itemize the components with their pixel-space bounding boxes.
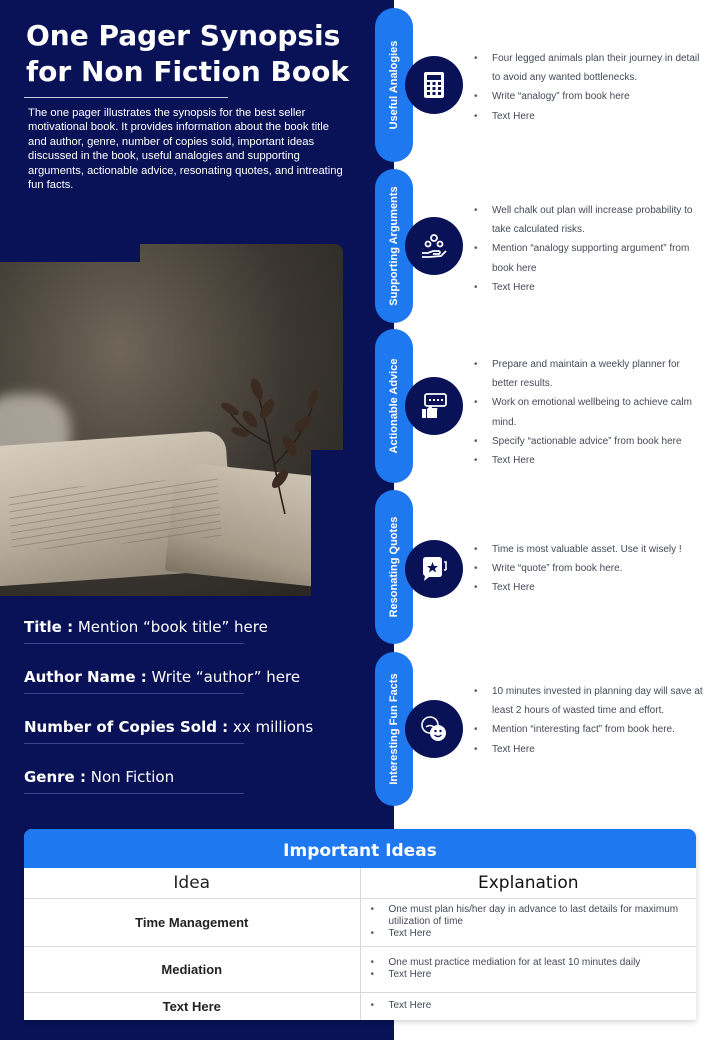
analogies-list (473, 49, 705, 126)
fun-facts-list (473, 682, 705, 759)
title-divider (24, 97, 228, 98)
list-item: • Time is most valuable asset. Use it wisely ! (473, 540, 705, 559)
author-row: Author Name : Write “author” here (24, 668, 301, 686)
idea-column-header: Idea (24, 868, 360, 898)
copies-sold-row: Number of Copies Sold : xx millions (24, 718, 314, 736)
list-item: • Four legged animals plan their journey in detail to avoid any wanted bottlenecks. (473, 49, 705, 87)
hand-gears-icon (405, 217, 463, 275)
description-text: The one pager illustrates the synopsis for the best seller motivational book. It provides information about the book title and author, genre, number of copies sold, important ideas discussed in the book, useful analogies and supporting arguments, actionable advice, resonating quotes, and intreating fun facts. (28, 107, 343, 192)
chat-star-icon (405, 540, 463, 598)
idea-cell: Text Here (24, 992, 360, 1020)
list-item: • 10 minutes invested in planning day will save at least 2 hours of wasted time and effort. (473, 682, 705, 720)
table-row (24, 992, 696, 1020)
important-ideas-heading: Important Ideas (24, 829, 696, 868)
list-item: • Text Here (473, 451, 705, 470)
list-item: • Write “quote” from book here. (473, 559, 705, 578)
thumbs-up-chat-icon (405, 377, 463, 435)
list-item: • Mention “interesting fact” from book here. (473, 720, 705, 739)
list-item: • Text Here (371, 928, 697, 940)
idea-cell: Mediation (24, 946, 360, 992)
list-item: • Prepare and maintain a weekly planner for better results. (473, 355, 705, 393)
plant-image (215, 364, 325, 514)
book-title-row: Title : Mention “book title” here (24, 618, 268, 636)
smiley-faces-icon (405, 700, 463, 758)
list-item: • One must practice mediation for at least 10 minutes daily (371, 957, 697, 969)
list-item: • One must plan his/her day in advance to last details for maximum utilization of time (371, 904, 697, 928)
list-item: • Text Here (473, 578, 705, 597)
divider (24, 693, 244, 694)
idea-cell: Time Management (24, 898, 360, 946)
advice-list (473, 355, 705, 470)
tab-resonating-quotes: Resonating Quotes (375, 490, 413, 644)
divider (24, 743, 244, 744)
list-item: • Write “analogy” from book here (473, 87, 705, 106)
arguments-list (473, 201, 705, 297)
list-item: • Specify “actionable advice” from book here (473, 432, 705, 451)
list-item: • Text Here (371, 1000, 697, 1012)
table-row (24, 898, 696, 946)
list-item: • Well chalk out plan will increase probability to take calculated risks. (473, 201, 705, 239)
genre-row: Genre : Non Fiction (24, 768, 175, 786)
list-item: • Text Here (371, 969, 697, 981)
tab-actionable-advice: Actionable Advice (375, 329, 413, 483)
list-item: • Text Here (473, 740, 705, 759)
book-photo (0, 244, 343, 596)
tab-useful-analogies: Useful Analogies (375, 8, 413, 162)
divider (24, 793, 244, 794)
important-ideas-table (24, 829, 696, 1020)
explanation-column-header: Explanation (360, 868, 696, 898)
list-item: • Text Here (473, 278, 705, 297)
quotes-list (473, 540, 705, 598)
list-item: • Text Here (473, 107, 705, 126)
calculator-icon (405, 56, 463, 114)
table-row (24, 946, 696, 992)
ideas-table (24, 868, 696, 1020)
divider (24, 643, 244, 644)
page-title: One Pager Synopsis for Non Fiction Book (26, 19, 349, 88)
tab-supporting-arguments: Supporting Arguments (375, 169, 413, 323)
list-item: • Work on emotional wellbeing to achieve calm mind. (473, 393, 705, 431)
tab-interesting-fun-facts: Interesting Fun Facts (375, 652, 413, 806)
list-item: • Mention “analogy supporting argument” from book here (473, 239, 705, 277)
